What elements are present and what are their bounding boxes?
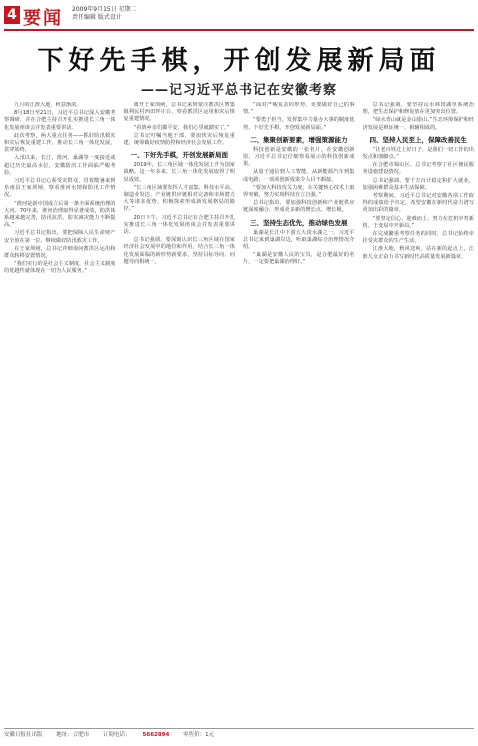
article-subheading: 一、下好先手棋，开创发展新局面: [130, 151, 228, 160]
subheadline: ——记习近平总书记在安徽考察: [140, 83, 337, 98]
article-paragraph: 在完成繁重考察任务的同时，总书记始终牵挂受灾群众的生产生活。: [362, 231, 474, 245]
article-paragraph: “让老百姓过上好日子，是我们一切工作的出发点和落脚点。”: [362, 146, 474, 161]
article-paragraph: 在合肥市蜀山区，总书记考察了社区便民服务设施建设情况。: [362, 162, 474, 176]
article-paragraph: 在王家坝闸，总书记详细询问蓄洪区运用和群众转移安置情况。: [4, 245, 116, 260]
article-paragraph: 考察期间，习近平总书记对安徽各项工作取得的成绩给予肯定，希望安徽在新时代奋力谱写更加出彩的篇章。: [362, 193, 474, 214]
article-paragraph: 江淮大地，秋风送爽。站在新的起点上，江淮儿女正奋力书写新时代高质量发展新篇章。: [362, 246, 474, 260]
article-paragraph: 总书记指出，要加强科技创新和产业链供应链深度融合，形成更多新的增长点、增长极。: [243, 200, 355, 214]
footer-phone: 5662894: [142, 732, 170, 738]
page-footer: [4, 728, 474, 742]
article-paragraph: 从量子通信到人工智能，从新能源汽车到集成电路，一项项创新成果令人目不暇接。: [243, 169, 355, 183]
article-paragraph: 巢湖是长江中下游五大淡水湖之一。习近平总书记来到巢湖岸边，听取巢湖综合治理情况介绍。: [243, 229, 355, 251]
dateline: [72, 6, 137, 22]
dateline-editors: 责任编辑 版式设计: [72, 14, 122, 21]
article-paragraph: “我们实行的是社会主义制度，社会主义制度的优越性就体现在一切为人民服务。”: [4, 261, 116, 275]
article-body: [4, 102, 474, 722]
article-paragraph: 九月的江淮大地，秋意渐浓。: [14, 102, 82, 108]
article-paragraph: “绿水青山就是金山银山。”生态环境保护和经济发展是辩证统一、相辅相成的。: [362, 117, 474, 131]
article-paragraph: 总书记强调，要千方百计稳定和扩大就业，加强困难群众基本生活保障。: [362, 177, 474, 191]
article-paragraph: 8月18日至21日，习近平总书记深入安徽考察调研，并在合肥主持召开扎实推进长三角一体化发展座谈会并发表重要讲话。: [4, 110, 116, 131]
article-subheading: 四、坚持人民至上，保障改善民生: [369, 135, 467, 144]
article-paragraph: 入汛以来，长江、淮河、巢湖等一度接近或超过历史最高水位，安徽防汛工作面临严峻考验。: [4, 155, 116, 176]
article-paragraph: “要加大科技攻关力度，在关键核心技术上取得突破，努力实现科技自立自强。”: [243, 184, 355, 199]
footer-publisher: 安徽日报社出版: [4, 732, 43, 738]
article-subheading: 三、坚持生态优先，推动绿色发展: [250, 218, 348, 227]
dateline-date: 2009年9月15日 星期二: [72, 6, 137, 13]
article-paragraph: 2019年，长三角区域一体化发展上升为国家战略。这一年多来，长三角一体化发展取得了明显成效。: [123, 162, 235, 183]
article-paragraph: 总书记强调，要深刻认识长三角区域在国家经济社会发展中的地位和作用，结合长三角一体化发展面临的新形势新要求，坚持目标导向、问题导向相统一。: [123, 237, 235, 265]
article-subheading: 二、集聚创新要素，增强策源能力: [250, 135, 348, 144]
article-paragraph: 习近平总书记心系受灾群众，冒着酷暑来到阜南县王家坝闸，察看淮河水情和防汛工作情况。: [4, 178, 116, 199]
article-paragraph: 习近平总书记指出，要把保障人民生命财产安全放在第一位，继续做好防汛救灾工作。: [4, 230, 116, 244]
article-paragraph: 总书记叮嘱当地干部，要加快灾后恢复重建，统筹做好疫情防控和经济社会发展工作。: [123, 132, 235, 147]
article-paragraph: 总书记强调，要坚持山水林田湖草系统治理，把生态保护和修复放在更加突出位置。: [362, 102, 474, 116]
page-number: 4: [4, 6, 20, 24]
article-paragraph: 科技创新是安徽的一张名片。在安徽创新馆，习近平总书记仔细察看展示的科技创新成果。: [243, 146, 355, 168]
section-title: 要闻: [23, 8, 63, 29]
article-paragraph: 此次考察，两大重点任务——抓好防汛救灾和灾后恢复重建工作，推动长三角一体化发展，贯穿始终。: [4, 132, 116, 154]
article-paragraph: “淮河是新中国成立后第一条全面系统治理的大河。70年来，淮河治理取得显著成效，防洪体系越来越完善，防汛抗洪、防灾减灾能力不断提高。”: [4, 200, 116, 229]
article-paragraph: “长三角区域要发挥人才富集、科技水平高、制造业发达、产业链供应链相对完备和市场潜力大等诸多优势，积极探索形成新发展格局的路径。”: [123, 184, 235, 213]
footer-address: 地址：合肥市: [56, 732, 90, 738]
article-paragraph: “面对严峻复杂的形势，更要做好自己的事情。”: [243, 102, 355, 116]
article-paragraph: “巢湖是安徽人民的宝贝，是合肥最好的名片，一定要把巢湖治理好。”: [243, 252, 355, 266]
article-paragraph: 20日下午，习近平总书记在合肥主持召开扎实推进长三角一体化发展座谈会并发表重要讲话。: [123, 214, 235, 236]
headline: 下好先手棋，开创发展新局面: [37, 46, 441, 76]
article-paragraph: 离开王家坝闸，总书记来到蒙洼蓄洪区曹集镇利民村西田坪庄台，察看蓄洪区运用和灾后恢复重建情况。: [123, 102, 235, 123]
page-header: [0, 0, 478, 30]
header-rule: [4, 29, 474, 31]
article-paragraph: “要勇于担当，发挥集中力量办大事的制度优势，下好先手棋，开创发展新局面。”: [243, 117, 355, 131]
footer-phone-label: 订阅电话：: [103, 732, 131, 738]
article-paragraph: “看到乡亲们都平安，我们心里就踏实了。”: [133, 124, 230, 131]
article-paragraph: “要坚定信心、迎难而上，努力在危机中育新机、于变局中开新局。”: [362, 215, 474, 229]
footer-price: 零售价：1元: [183, 732, 215, 738]
